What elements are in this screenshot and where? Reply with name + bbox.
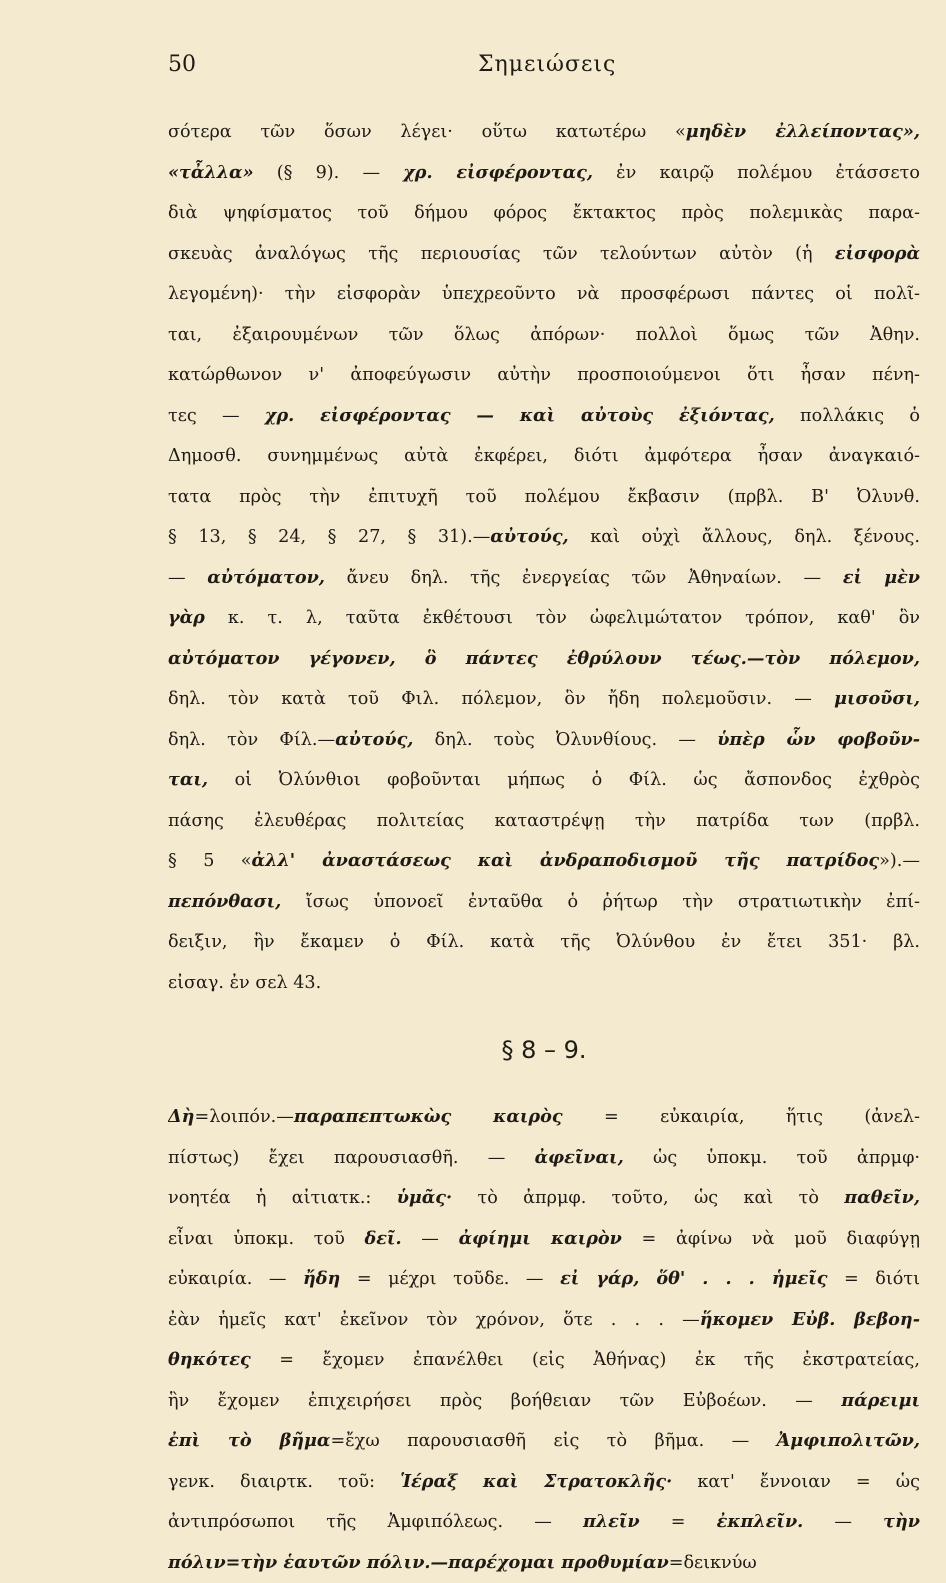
text-line: [168, 801, 920, 842]
text-run: εἶναι ὑποκμ. τοῦ: [168, 1229, 365, 1249]
text-run: κ. τ. λ, ταῦτα ἐκθέτουσι τὸν ὠφελιμώτατον τρόπον, καθ' ὃν: [205, 608, 920, 628]
text-line: [168, 193, 920, 234]
text-line: [168, 153, 920, 194]
text-line: [168, 1097, 920, 1138]
text-line: [168, 1219, 920, 1260]
notes-section-b: [168, 1097, 920, 1583]
lemma-term: εἰ γάρ, ὅθ' . . . ἡμεῖς: [560, 1268, 827, 1289]
text-line: [168, 679, 920, 720]
lemma-term: Ἀμφιπολιτῶν,: [777, 1430, 920, 1451]
lemma-term: μισοῦσι,: [834, 688, 920, 709]
page-number: 50: [168, 52, 196, 77]
text-run: ται, ἐξαιρουμένων τῶν ὅλως ἀπόρων· πολλοὶ ὅμως τῶν Ἀθην.: [168, 325, 920, 345]
text-run: ἣν ἔχομεν ἐπιχειρήσει πρὸς βοήθειαν τῶν Εὐβοέων. —: [168, 1391, 841, 1411]
text-run: =δεικνύω: [669, 1553, 757, 1573]
text-run: δηλ. τὸν κατὰ τοῦ Φιλ. πόλεμον, ὃν ἤδη πολεμοῦσιν. —: [168, 689, 834, 709]
text-line: [168, 355, 920, 396]
lemma-term: Δὴ: [168, 1106, 194, 1127]
lemma-term: ἀφεῖναι,: [535, 1147, 624, 1168]
lemma-term: πλεῖν: [583, 1511, 640, 1532]
text-line: [168, 963, 920, 1004]
page-header: [168, 52, 916, 92]
text-run: = ἀφίνω νὰ μοῦ διαφύγῃ: [622, 1229, 920, 1249]
text-run: = μέχρι τοῦδε. —: [340, 1269, 560, 1289]
lemma-term: εἰσφορὰ: [835, 243, 920, 264]
text-line: [168, 1462, 920, 1503]
lemma-term: χρ. εἰσφέροντας,: [403, 162, 593, 183]
text-run: σότερα τῶν ὅσων λέγει· οὕτω κατωτέρω «: [168, 122, 686, 142]
text-line: [168, 598, 920, 639]
text-run: = ἔχομεν ἐπανέλθει (εἰς Ἀθήνας) ἐκ τῆς ἐκστρατείας,: [251, 1350, 920, 1370]
lemma-term: χρ. εἰσφέροντας — καὶ αὐτοὺς ἐξιόντας,: [265, 405, 775, 426]
lemma-term: γὰρ: [168, 607, 205, 628]
lemma-term: παραπεπτωκὼς καιρὸς: [294, 1106, 563, 1127]
text-run: πίστως) ἔχει παρουσιασθῆ. —: [168, 1148, 535, 1168]
text-run: εἰσαγ. ἐν σελ 43.: [168, 973, 321, 993]
lemma-term: πεπόνθασι,: [168, 891, 281, 912]
text-run: τες —: [168, 406, 265, 426]
text-line: [168, 477, 920, 518]
lemma-term: αὐτούς,: [490, 526, 568, 547]
text-run: ὡς ὑποκμ. τοῦ ἀπρμφ·: [624, 1148, 920, 1168]
text-run: —: [168, 568, 207, 588]
text-line: [168, 1259, 920, 1300]
text-run: τὸ ἀπρμφ. τοῦτο, ὡς καὶ τὸ: [452, 1188, 844, 1208]
text-run: πολλάκις ὁ: [775, 406, 920, 426]
lemma-term: «τἆλλα»: [168, 162, 254, 183]
text-run: § 5 «: [168, 851, 252, 871]
lemma-term: ται,: [168, 769, 208, 790]
running-head: Σημειώσεις: [478, 52, 616, 77]
text-run: τατα πρὸς τὴν ἐπιτυχῆ τοῦ πολέμου ἔκβασιν (πρβλ. Β' Ὀλυνθ.: [168, 487, 920, 507]
text-run: —: [402, 1229, 459, 1249]
text-run: ἐὰν ἡμεῖς κατ' ἐκεῖνον τὸν χρόνον, ὅτε . . . —: [168, 1310, 700, 1330]
text-run: σκευὰς ἀναλόγως τῆς περιουσίας τῶν τελούντων αὐτὸν (ἡ: [168, 244, 835, 264]
text-line: [168, 274, 920, 315]
text-line: [168, 1178, 920, 1219]
text-line: [168, 315, 920, 356]
text-run: =ἔχω παρουσιασθῆ εἰς τὸ βῆμα. —: [330, 1431, 776, 1451]
text-run: ἀντιπρόσωποι τῆς Ἀμφιπόλεως. —: [168, 1512, 583, 1532]
notes-section-a: [168, 112, 920, 1003]
text-line: [168, 639, 920, 680]
text-line: [168, 436, 920, 477]
text-run: νοητέα ἡ αἰτιατκ.:: [168, 1188, 397, 1208]
text-line: [168, 760, 920, 801]
lemma-term: αὐτούς,: [335, 729, 413, 750]
text-run: πάσης ἐλευθέρας πολιτείας καταστρέψῃ τὴν πατρίδα των (πρβλ.: [168, 811, 920, 831]
text-line: [168, 882, 920, 923]
text-line: [168, 396, 920, 437]
text-run: Δημοσθ. συνημμένως αὐτὰ ἐκφέρει, διότι ἀμφότερα ἦσαν ἀναγκαιό-: [168, 446, 920, 466]
text-line: [168, 922, 920, 963]
page-body: [168, 112, 920, 1583]
text-run: οἱ Ὀλύνθιοι φοβοῦνται μήπως ὁ Φίλ. ὡς ἄσπονδος ἐχθρὸς: [208, 770, 920, 790]
text-run: ἴσως ὑπονοεῖ ἐνταῦθα ὁ ῥήτωρ τὴν στρατιωτικὴν ἐπί-: [281, 892, 920, 912]
text-line: [168, 1381, 920, 1422]
lemma-term: μηδὲν ἐλλείποντας»,: [686, 121, 920, 142]
lemma-term: Ἱέραξ καὶ Στρατοκλῆς·: [400, 1471, 672, 1492]
text-run: λεγομένη)· τὴν εἰσφορὰν ὑπεχρεοῦντο νὰ προσφέρωσι πάντες οἱ πολῖ-: [168, 284, 920, 304]
text-run: δηλ. τοὺς Ὀλυνθίους. —: [413, 730, 717, 750]
lemma-term: ἀλλ' ἀναστάσεως καὶ ἀνδραποδισμοῦ τῆς πατρίδος: [252, 850, 880, 871]
lemma-term: ἤδη: [303, 1268, 340, 1289]
text-run: κατ' ἔννοιαν = ὡς: [672, 1472, 920, 1492]
lemma-term: τὴν: [883, 1511, 920, 1532]
lemma-term: πόλιν=τὴν ἑαυτῶν πόλιν.—παρέχομαι προθυμίαν: [168, 1552, 669, 1573]
text-run: ἄνευ δηλ. τῆς ἐνεργείας τῶν Ἀθηναίων. —: [325, 568, 843, 588]
text-run: —: [803, 1512, 883, 1532]
lemma-term: ἀφίημι καιρὸν: [459, 1228, 622, 1249]
text-run: =: [640, 1512, 717, 1532]
text-line: [168, 841, 920, 882]
text-run: § 13, § 24, § 27, § 31).—: [168, 527, 490, 547]
text-run: καὶ οὐχὶ ἄλλους, δηλ. ξένους.: [569, 527, 920, 547]
text-run: διὰ ψηφίσματος τοῦ δήμου φόρος ἔκτακτος πρὸς πολεμικὰς παρα-: [168, 203, 920, 223]
lemma-term: αὐτόματον,: [207, 567, 325, 588]
section-heading: § 8 – 9.: [168, 1003, 920, 1097]
text-run: = διότι: [827, 1269, 920, 1289]
text-run: ἐν καιρῷ πολέμου ἐτάσσετο: [593, 163, 920, 183]
text-run: δειξιν, ἣν ἔκαμεν ὁ Φίλ. κατὰ τῆς Ὀλύνθου ἐν ἔτει 351· βλ.: [168, 932, 920, 952]
lemma-term: πάρειμι: [841, 1390, 920, 1411]
lemma-term: δεῖ.: [365, 1228, 402, 1249]
text-line: [168, 112, 920, 153]
text-line: [168, 1502, 920, 1543]
lemma-term: θηκότες: [168, 1349, 251, 1370]
lemma-term: ὑπὲρ ὧν φοβοῦν-: [717, 729, 920, 750]
text-run: =λοιπόν.—: [194, 1107, 293, 1127]
text-run: = εὐκαιρία, ἥτις (ἀνελ-: [563, 1107, 920, 1127]
text-line: [168, 1421, 920, 1462]
text-run: κατώρθωνον ν' ἀποφεύγωσιν αὐτὴν προσποιούμενοι ὅτι ἦσαν πένη-: [168, 365, 920, 385]
text-run: »).—: [879, 851, 920, 871]
text-line: [168, 517, 920, 558]
lemma-term: ἐκπλεῖν.: [717, 1511, 804, 1532]
text-line: [168, 1340, 920, 1381]
lemma-term: ἥκομεν Εὐβ. βεβοη-: [700, 1309, 920, 1330]
text-line: [168, 1138, 920, 1179]
text-run: γενκ. διαιρτκ. τοῦ:: [168, 1472, 400, 1492]
lemma-term: εἰ μὲν: [843, 567, 920, 588]
text-line: [168, 720, 920, 761]
text-line: [168, 558, 920, 599]
lemma-term: ὑμᾶς·: [397, 1187, 452, 1208]
text-run: εὐκαιρία. —: [168, 1269, 303, 1289]
lemma-term: παθεῖν,: [844, 1187, 920, 1208]
text-run: (§ 9). —: [254, 163, 404, 183]
lemma-term: ἐπὶ τὸ βῆμα: [168, 1430, 330, 1451]
text-line: [168, 1300, 920, 1341]
text-run: δηλ. τὸν Φίλ.—: [168, 730, 335, 750]
text-line: [168, 234, 920, 275]
text-line: [168, 1543, 920, 1583]
lemma-term: αὐτόματον γέγονεν, ὃ πάντες ἐθρύλουν τέως.—τὸν πόλεμον,: [168, 648, 920, 669]
